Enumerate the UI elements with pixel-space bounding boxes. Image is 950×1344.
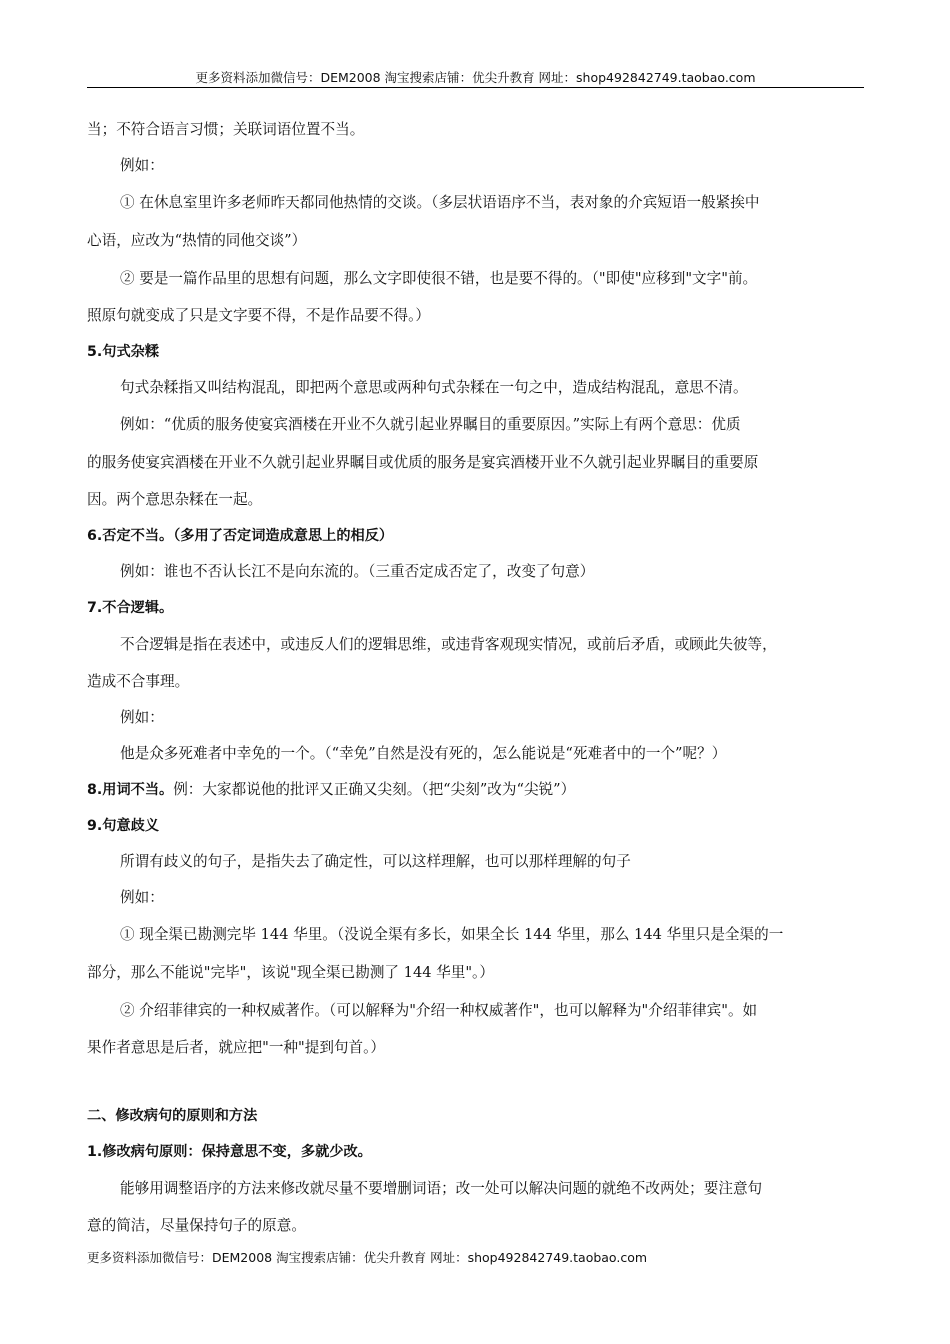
text-line: ① 在休息室里许多老师昨天都同他热情的交谈。（多层状语语序不当，表对象的介宾短语一般紧挨中 (120, 194, 760, 211)
section-heading: 5.句式杂糅 (87, 344, 160, 360)
section-heading: 6.否定不当。（多用了否定词造成意思上的相反） (87, 528, 394, 544)
text-line: 能够用调整语序的方法来修改就尽量不要增删词语；改一处可以解决问题的就绝不改两处；要注意句 (120, 1180, 763, 1197)
text-line: 心语，应改为“热情的同他交谈”） (87, 232, 307, 249)
text-line: 他是众多死难者中幸免的一个。（“幸免”自然是没有死的，怎么能说是“死难者中的一个”呢？） (120, 745, 727, 762)
text-line: 部分，那么不能说"完毕"，该说"现全渠已勘测了 144 华里"。） (87, 964, 494, 981)
text-line: 照原句就变成了只是文字要不得，不是作品要不得。） (87, 307, 430, 324)
text-line: ① 现全渠已勘测完毕 144 华里。（没说全渠有多长，如果全长 144 华里，那么 144 华里只是全渠的一 (120, 926, 784, 943)
page-header: 更多资料添加微信号：DEM2008 淘宝搜索店铺：优尖升教育 网址：shop492842749.taobao.com (195, 70, 756, 85)
text-fragment: 例：大家都说他的批评又正确又尖刻。（把“尖刻”改为“尖锐”） (173, 781, 576, 798)
header-divider (87, 87, 864, 88)
text-line: 例如： (120, 157, 164, 174)
section-heading: 1.修改病句原则：保持意思不变，多就少改。 (87, 1144, 372, 1160)
page-footer: 更多资料添加微信号：DEM2008 淘宝搜索店铺：优尖升教育 网址：shop492842749.taobao.com (87, 1250, 648, 1265)
text-line: ② 介绍菲律宾的一种权威著作。（可以解释为"介绍一种权威著作"，也可以解释为"介绍菲律宾"。如 (120, 1002, 758, 1019)
text-line: 造成不合事理。 (87, 673, 190, 690)
document-body (87, 112, 867, 1244)
section-heading: 9.句意歧义 (87, 818, 160, 834)
text-line: 所谓有歧义的句子，是指失去了确定性，可以这样理解，也可以那样理解的句子 (120, 853, 631, 870)
section-heading: 7.不合逻辑。 (87, 600, 174, 616)
text-line (87, 772, 867, 808)
text-line: 例如： (120, 709, 164, 726)
section-heading: 二、修改病句的原则和方法 (87, 1108, 258, 1124)
text-line: 不合逻辑是指在表述中，或违反人们的逻辑思维，或违背客观现实情况，或前后矛盾，或顾此失彼等， (120, 636, 777, 653)
text-line: 的服务使宴宾酒楼在开业不久就引起业界瞩目或优质的服务是宴宾酒楼开业不久就引起业界瞩目的重要原 (87, 454, 759, 471)
text-line: 例如：谁也不否认长江不是向东流的。（三重否定成否定了，改变了句意） (120, 563, 595, 580)
text-line: ② 要是一篇作品里的思想有问题，那么文字即使很不错，也是要不得的。（"即使"应移到"文字"前。 (120, 270, 758, 287)
text-line: 当；不符合语言习惯；关联词语位置不当。 (87, 121, 365, 138)
text-line: 例如： (120, 889, 164, 906)
section-heading: 8.用词不当。 (87, 782, 174, 798)
text-line: 果作者意思是后者，就应把"一种"提到句首。） (87, 1039, 386, 1056)
text-line: 句式杂糅指又叫结构混乱，即把两个意思或两种句式杂糅在一句之中，造成结构混乱，意思不清。 (120, 379, 748, 396)
spacer (87, 1066, 867, 1098)
text-line: 例如：“优质的服务使宴宾酒楼在开业不久就引起业界瞩目的重要原因。”实际上有两个意思：优质 (120, 416, 741, 433)
text-line: 因。两个意思杂糅在一起。 (87, 491, 263, 508)
text-line: 意的简洁，尽量保持句子的原意。 (87, 1217, 306, 1234)
